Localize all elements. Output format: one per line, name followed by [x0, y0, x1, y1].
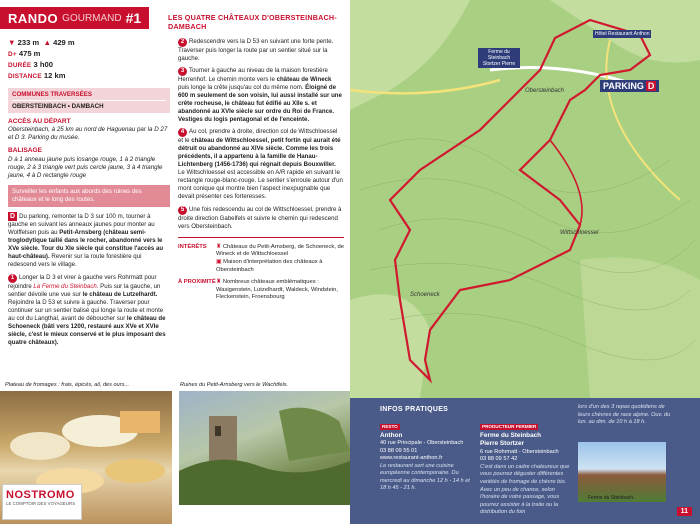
step-d-marker: D	[10, 212, 16, 220]
topo-map	[350, 0, 700, 398]
balisage-section	[8, 147, 170, 180]
step-1-suffix: Rejoindre la D 53 et suivre à gauche. Traverser pour continuer sur un sentier balisé qui longe la route et monte au col du Langthal, avant de déboucher sur	[8, 299, 164, 323]
step-3-bold2: Éloigné de 600 m seulement de son voisin, lui aussi installé sur une crête rocheuse, le château fut édifié au XIIe s. et abandonné au XVIe siècle sur ordre du Roi de France. Vestiges du logis pentagonal et de l'enceinte.	[178, 84, 342, 124]
communes-value: OBERSTEINBACH • DAMBACH	[12, 102, 104, 110]
infos-pratiques	[350, 398, 700, 524]
caption-ruins: Ruines du Petit-Arnsberg vers le Wachtfels.	[180, 382, 289, 388]
extras-box	[178, 237, 344, 303]
ferme-owner: Pierre Stortzer	[480, 440, 525, 448]
acces-title: ACCÈS AU DÉPART	[8, 117, 71, 125]
column-2	[178, 38, 344, 302]
arrow-down-icon: ▲	[43, 38, 51, 47]
ferme-description: C'est dans un cadre chaleureux que vous pourrez déguster différentes variétés de fromage de chèvre bio. Avec un peu de chance, selon l'horaire de votre passage, vous pourrez assister à la traite ou la distribution du foin	[480, 463, 570, 516]
step-d-suffix: Revenir sur la route forestière qui redescend vers le village.	[8, 253, 142, 269]
museum-icon: ▣	[216, 259, 222, 266]
proximite-row	[178, 279, 344, 302]
header-subtitle: LES QUATRE CHÂTEAUX D'OBERSTEINBACH-DAMBACH	[168, 13, 337, 31]
stat-distance	[8, 71, 170, 82]
parking-label: PARKING	[603, 81, 644, 91]
map-hotel-label: Hôtel Restaurant Anthon	[595, 31, 650, 37]
rando-label: RANDO	[8, 10, 59, 26]
page-number: 11	[677, 507, 692, 516]
step-3-prefix: Tourner à gauche au niveau de la maison forestière Herrenhof. Le chemin monte vers le	[178, 67, 328, 84]
duree-value: 3 h00	[33, 59, 53, 69]
step-d-bold: Petit-Arnsberg (château semi-troglodytique taillé dans le rocher, abandonné vers le XVe siècle. Tour du XIe siècle qui constitue l'accès au haut-château).	[8, 229, 164, 261]
step-2-text: Redescendre vers la D 53 en suivant une forte pente. Traverser puis longer la route par un sentier situé sur la gauche.	[178, 38, 334, 63]
resto-address: 40 rue Principale - Obersteinbach	[380, 440, 464, 447]
info-resto	[380, 424, 475, 493]
step-3	[178, 67, 344, 124]
step-1-link[interactable]: La Ferme du Steinbach	[33, 283, 97, 291]
step-4-prefix: Au col, prendre à droite, direction col de Wittschloessel et le	[178, 128, 338, 145]
logo-name: NOSTROMO	[6, 489, 75, 501]
ferme-address: 6 rue Rohrmatt - Obersteinbach	[480, 448, 559, 455]
castle-icon: ♜	[216, 278, 222, 285]
stat-up-down	[8, 38, 170, 49]
parking-d-marker: D	[647, 81, 655, 91]
distance-value: 12 km	[43, 70, 66, 80]
rando-number: #1	[125, 10, 142, 26]
header	[0, 0, 350, 34]
interets-text1: Châteaux du Petit-Arnsberg, de Schoeneck, de Wineck et de Wittschloessel	[216, 243, 344, 258]
map-ferme-label: Ferme du Steinbach Stortzer Pierre	[478, 48, 520, 68]
step-4-marker: 4	[178, 128, 187, 137]
balisage-title: BALISAGE	[8, 147, 43, 155]
map-place-wittschloessel: Wittschloessel	[560, 230, 599, 236]
caption-cheese: Plateau de fromages : frais, épicés, ail, des ours...	[5, 382, 130, 388]
info-side	[578, 404, 678, 427]
step-1-bold2: le château de Schoeneck (bâti vers 1200, restauré aux XVe et XVIe siècle, c'est le mieux conservé et le plus imposant des quatre châteaux).	[8, 315, 166, 347]
step-4	[178, 128, 344, 201]
step-1-mid: . Puis sur la gauche, un sentier dévoile une vue sur	[8, 283, 161, 299]
infos-title: INFOS PRATIQUES	[380, 406, 449, 413]
map-parking	[600, 80, 659, 92]
step-1-prefix: Longer la D 3 et virer à gauche vers Rohrmatt pour rejoindre	[8, 274, 157, 291]
interets-row	[178, 244, 344, 275]
step-5-text: Une fois redescendu au col de Wittschloessel, prendre à droite direction Gabelfels et suivre le chemin qui redescend vers Obersteinbach.	[178, 205, 342, 230]
duree-label: DURÉE	[8, 61, 32, 69]
side-text: lors d'un des 3 repas quotidiens de leurs chèvres de race alpine. Ouv. du lun. au dim. de 10 h à 18 h.	[578, 404, 671, 426]
resto-name: Anthon	[380, 431, 403, 439]
resto-phone: 03 88 09 55 01	[380, 447, 418, 454]
castle-icon: ♜	[216, 243, 222, 250]
interets-text	[216, 244, 344, 275]
warning-box: Surveiller les enfants aux abords des ruines des châteaux et le long des routes.	[8, 185, 170, 207]
communes-title: COMMUNES TRAVERSÉES	[12, 91, 166, 101]
step-4-suffix: Le Wittschloessel est accessible en A/R rapide en suivant le rectangle rouge-blanc-rouge. Le sentier s'enroule autour d'un mont conique qui montre bien l'aspect inexpugnable que devait présenter ces forteresses.	[178, 169, 343, 201]
interets-label: INTÉRÊTS	[178, 243, 207, 250]
header-bar	[0, 7, 149, 29]
step-1-marker: 1	[8, 274, 17, 283]
column-1	[8, 38, 170, 347]
proximite-text: Nombreux châteaux emblématiques : Wasigenstein, Lutzelhardt, Waldeck, Windstein, Fleckenstein, Froensbourg	[216, 278, 339, 301]
stat-up: 233 m	[17, 38, 40, 47]
resto-website[interactable]: www.restaurant-anthon.fr	[380, 455, 443, 462]
proximite-label: À PROXIMITÉ	[178, 278, 216, 285]
logo-tagline: LE COMPTOIR DES VOYAGEURS	[6, 501, 76, 506]
step-3-mid: puis longe la crête jusqu'au col du même nom.	[178, 84, 306, 92]
interets-text2: Maison d'interprétation des châteaux à Obersteinbach	[216, 259, 323, 273]
right-page	[350, 0, 700, 524]
proximite-text-wrap	[216, 279, 344, 302]
farm-photo	[578, 442, 666, 502]
step-1-bold: le château de Lutzelhardt.	[82, 291, 158, 299]
ruins-photo	[179, 391, 350, 505]
balisage-text: D à 1 anneau jaune puis losange rouge, 1 à 2 triangle rouge, 2 à 3 triangle vert puis cercle jaune, 3 à 4 triangle jaune, 4 à D rectangle rouge	[8, 155, 163, 179]
map-place-obersteinbach: Obersteinbach	[525, 88, 565, 94]
step-d-prefix: Du parking, remonter la D 3 sur 100 m, tourner à gauche en suivant les anneaux jaunes pour monter au Wolffelsen puis au	[8, 212, 155, 237]
map-place-schoeneck: Schoeneck	[410, 292, 440, 298]
distance-label: DISTANCE	[8, 72, 42, 80]
acces-section	[8, 118, 170, 143]
step-5	[178, 206, 344, 231]
denivele-value: 475 m	[18, 48, 41, 58]
stat-duree	[8, 60, 170, 71]
info-ferme	[480, 424, 575, 517]
ferme-phone: 03 88 09 57 42	[480, 456, 518, 463]
step-4-bold: château de Wittschloessel, petit fortin qui aurait été détruit ou abandonné au XIVe siècle. Comme les trois précédents, il a appartenu à la famille de Hanau-Lichtenberg (1456-1736) qui régnait depuis Bouxwiller.	[178, 137, 341, 169]
gourmand-label: GOURMAND	[62, 12, 122, 24]
nostromo-logo	[2, 484, 82, 520]
step-3-bold: château de Wineck	[276, 76, 332, 84]
resto-description: Le restaurant sert une cuisine européenne contemporaine. Du mercredi au dimanche 12 h - 14 h et 18 h 45 - 21 h.	[380, 462, 470, 492]
ferme-tag: PRODUCTEUR FERMIER	[482, 424, 537, 429]
ferme-name: Ferme du Steinbach	[480, 431, 542, 439]
step-2-marker: 2	[178, 38, 187, 47]
step-3-marker: 3	[178, 67, 187, 76]
resto-tag: RESTO	[382, 424, 398, 429]
arrow-up-icon: ▼	[8, 38, 16, 47]
denivele-label: D+	[8, 50, 17, 58]
stat-denivele	[8, 49, 170, 60]
step-2	[178, 38, 344, 63]
step-1	[8, 274, 170, 347]
step-d	[8, 212, 170, 269]
step-5-marker: 5	[178, 206, 187, 215]
farm-caption: Ferme du Steinbach.	[588, 495, 635, 501]
ruins-illustration	[179, 391, 350, 505]
acces-text: Obersteinbach, à 25 km au nord de Haguenau par la D 27 et D 3. Parking du musée.	[8, 126, 168, 142]
stat-down: 429 m	[53, 38, 75, 47]
communes-box	[8, 88, 170, 113]
